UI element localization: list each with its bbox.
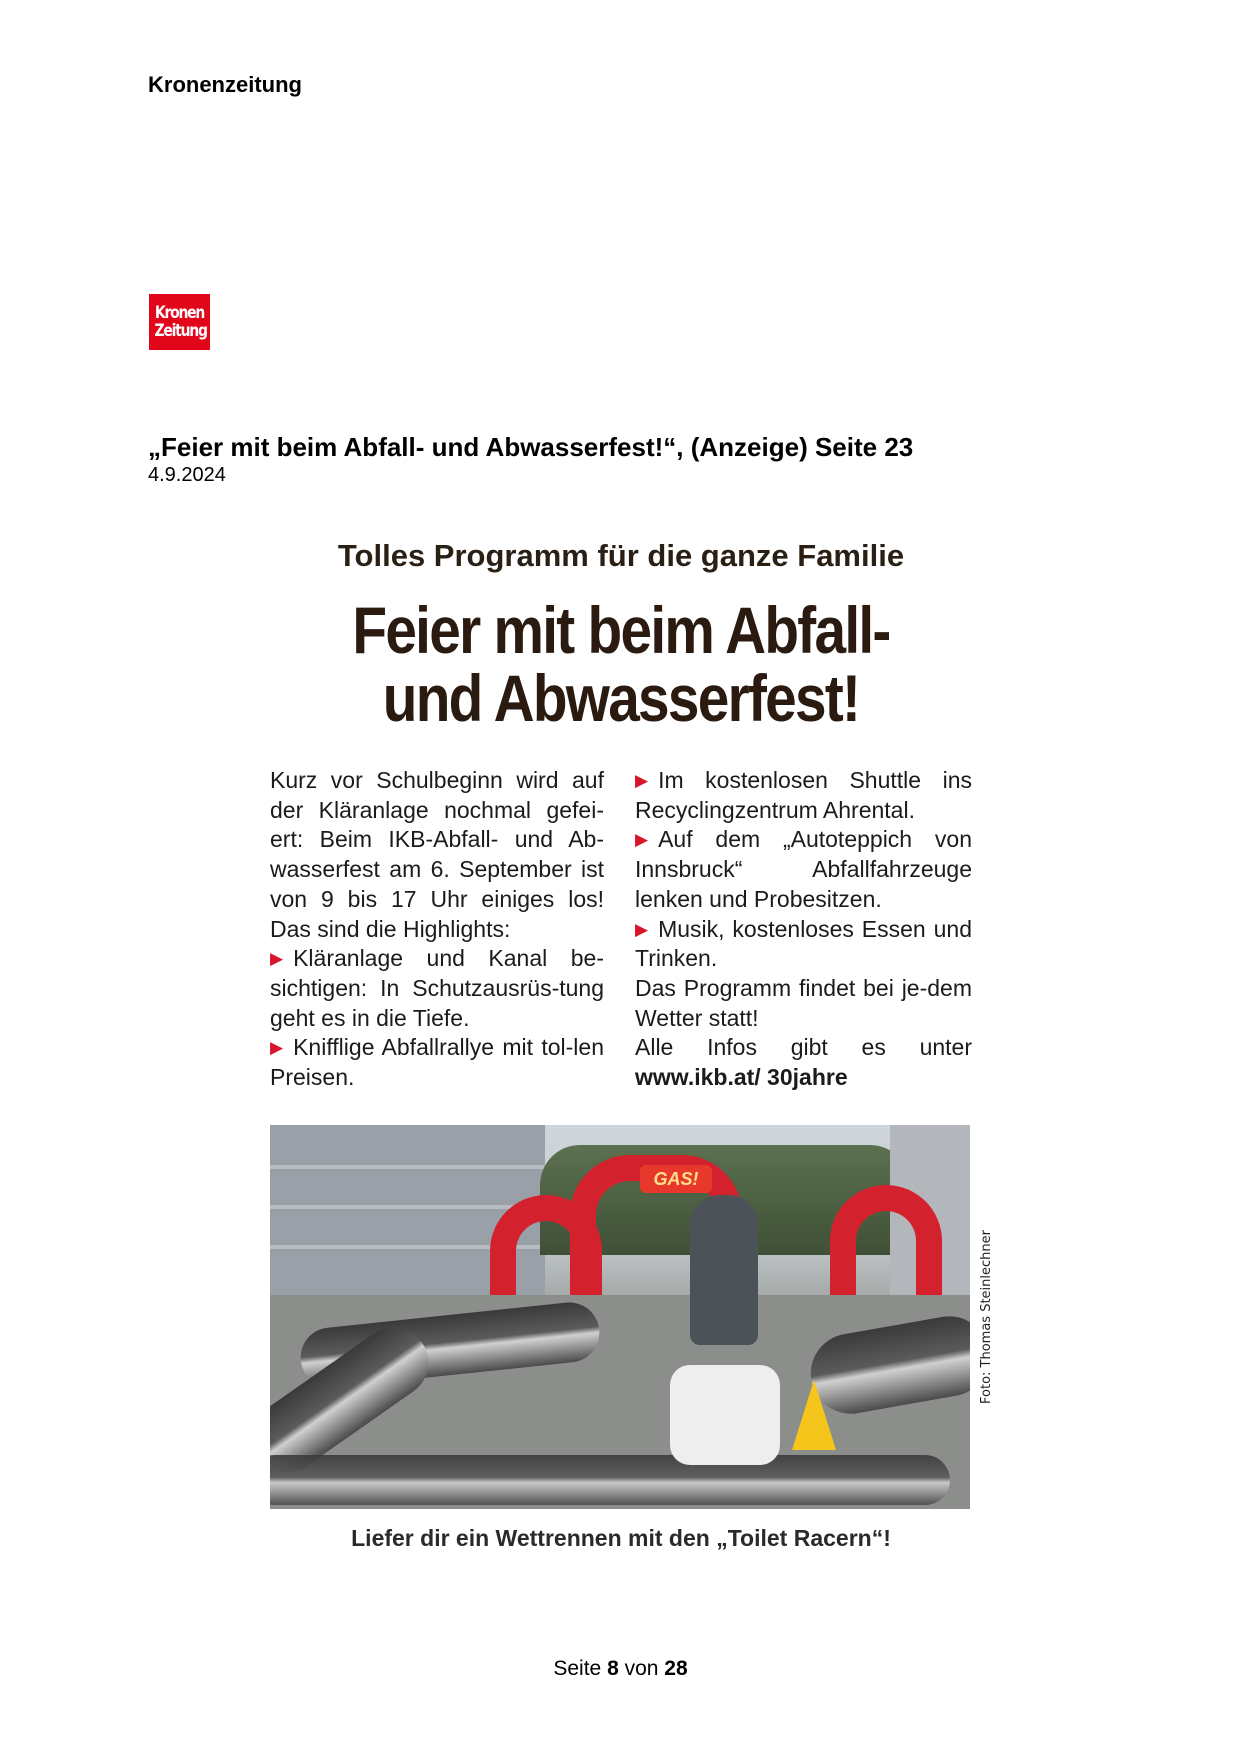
child-figure [690, 1195, 758, 1345]
traffic-cone [792, 1380, 836, 1450]
text-column-right [635, 766, 972, 1093]
bullet-item: ▶ Auf dem „Autoteppich von Innsbruck“ Abfallfahrzeuge lenken und Probesitzen. [635, 826, 972, 912]
info-link: www.ikb.at/ 30jahre [635, 1064, 848, 1091]
bullet-item: ▶ Kläranlage und Kanal be-sichtigen: In Schutzausrüs-tung geht es in die Tiefe. [270, 945, 604, 1031]
intro-paragraph: Kurz vor Schulbeginn wird auf der Kläranlage nochmal gefei-ert: Beim IKB-Abfall- und Ab-wasserfest am 6. September ist von 9 bis 17 Uhr einiges los! Das sind die Highlights: [270, 767, 604, 942]
article-title: „Feier mit beim Abfall- und Abwasserfest!“, (Anzeige) Seite 23 [148, 432, 914, 462]
article-date: 4.9.2024 [148, 464, 226, 486]
toilet-racer [670, 1365, 780, 1465]
clip-kicker: Tolles Programm für die ganze Familie [337, 538, 905, 573]
triangle-bullet-icon: ▶ [635, 771, 649, 790]
logo-line-2: Zeitung [154, 321, 207, 341]
triangle-bullet-icon: ▶ [270, 949, 284, 969]
headline-line-1: Feier mit beim Abfall- [352, 593, 890, 667]
triangle-bullet-icon: ▶ [635, 919, 649, 939]
track-barrier [270, 1455, 950, 1505]
photo-caption: Liefer dir ein Wettrennen mit den „Toilet Racern“! [351, 1525, 891, 1551]
current-page: 8 [607, 1657, 619, 1680]
clip-headline [270, 593, 972, 735]
triangle-bullet-icon: ▶ [635, 830, 649, 850]
inflatable-arch [830, 1185, 942, 1311]
bullet-item: ▶ Knifflige Abfallrallye mit tol-len Preisen. [270, 1034, 604, 1091]
source-label: Kronenzeitung [148, 72, 302, 97]
page-number: Seite 8 von 28 [553, 1657, 688, 1680]
kronen-zeitung-logo [149, 294, 210, 350]
triangle-bullet-icon: ▶ [270, 1038, 284, 1058]
photo-credit: Foto: Thomas Steinlechner [979, 1230, 994, 1404]
newspaper-clipping [270, 530, 994, 1555]
info-note: Alle Infos gibt es unter [635, 1034, 972, 1061]
gas-sign: GAS! [640, 1165, 712, 1193]
text-column-left [270, 766, 604, 1093]
logo-line-1: Kronen [154, 303, 205, 323]
headline-line-2: und Abwasserfest! [382, 661, 860, 735]
weather-note: Das Programm findet bei je-dem Wetter statt! [635, 974, 972, 1031]
event-photo [270, 1125, 970, 1509]
total-pages: 28 [664, 1657, 688, 1680]
bullet-item: ▶ Im kostenlosen Shuttle ins Recyclingzentrum Ahrental. [635, 767, 972, 823]
bullet-item: ▶ Musik, kostenloses Essen und Trinken. [635, 915, 972, 972]
